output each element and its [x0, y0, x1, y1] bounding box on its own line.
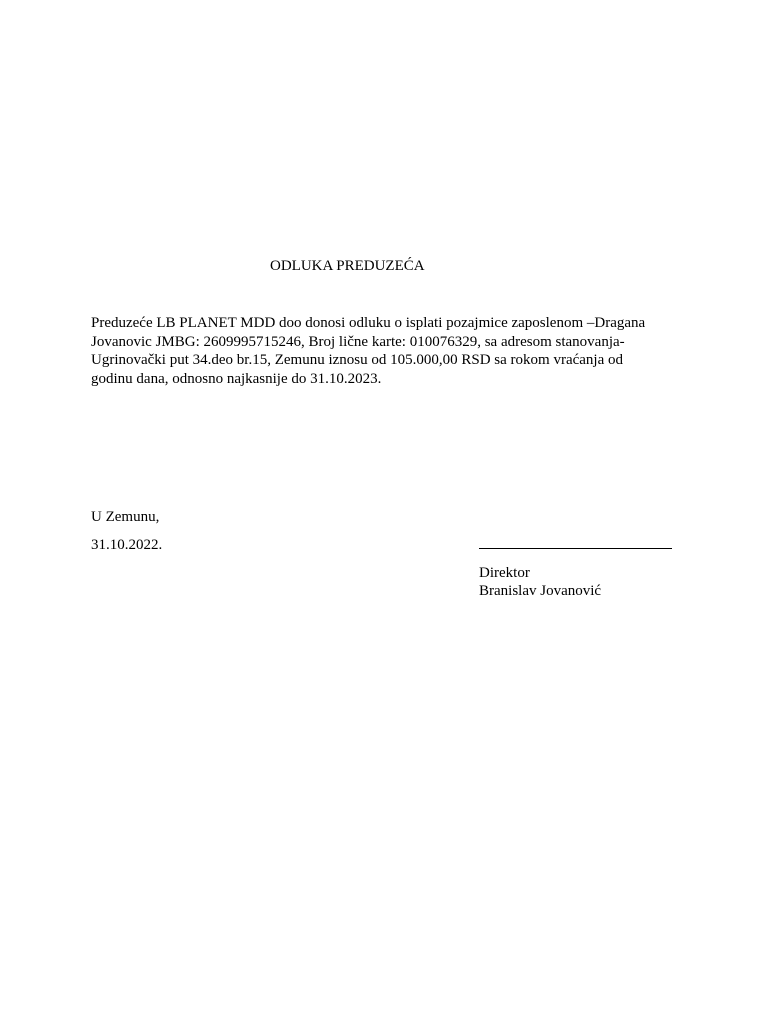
signatory-role: Direktor — [479, 565, 530, 581]
paragraph-line: Jovanovic JMBG: 2609995715246, Broj lične karte: 010076329, sa adresom stanovanja- — [91, 333, 625, 350]
issue-date: 31.10.2022. — [91, 537, 163, 553]
paragraph-line: godinu dana, odnosno najkasnije do 31.10.2023. — [91, 370, 382, 387]
paragraph-line: Ugrinovački put 34.deo br.15, Zemunu iznosu od 105.000,00 RSD sa rokom vraćanja od — [91, 352, 624, 368]
decision-paragraph — [91, 314, 681, 388]
document-title: ODLUKA PREDUZEĆA — [270, 258, 425, 274]
place-of-issue: U Zemunu, — [91, 509, 160, 525]
paragraph-line: Preduzeće LB PLANET MDD doo donosi odluku o isplati pozajmice zaposlenom –Dragana — [91, 315, 646, 331]
signature-line — [479, 548, 672, 549]
signatory-name: Branislav Jovanović — [479, 583, 602, 599]
